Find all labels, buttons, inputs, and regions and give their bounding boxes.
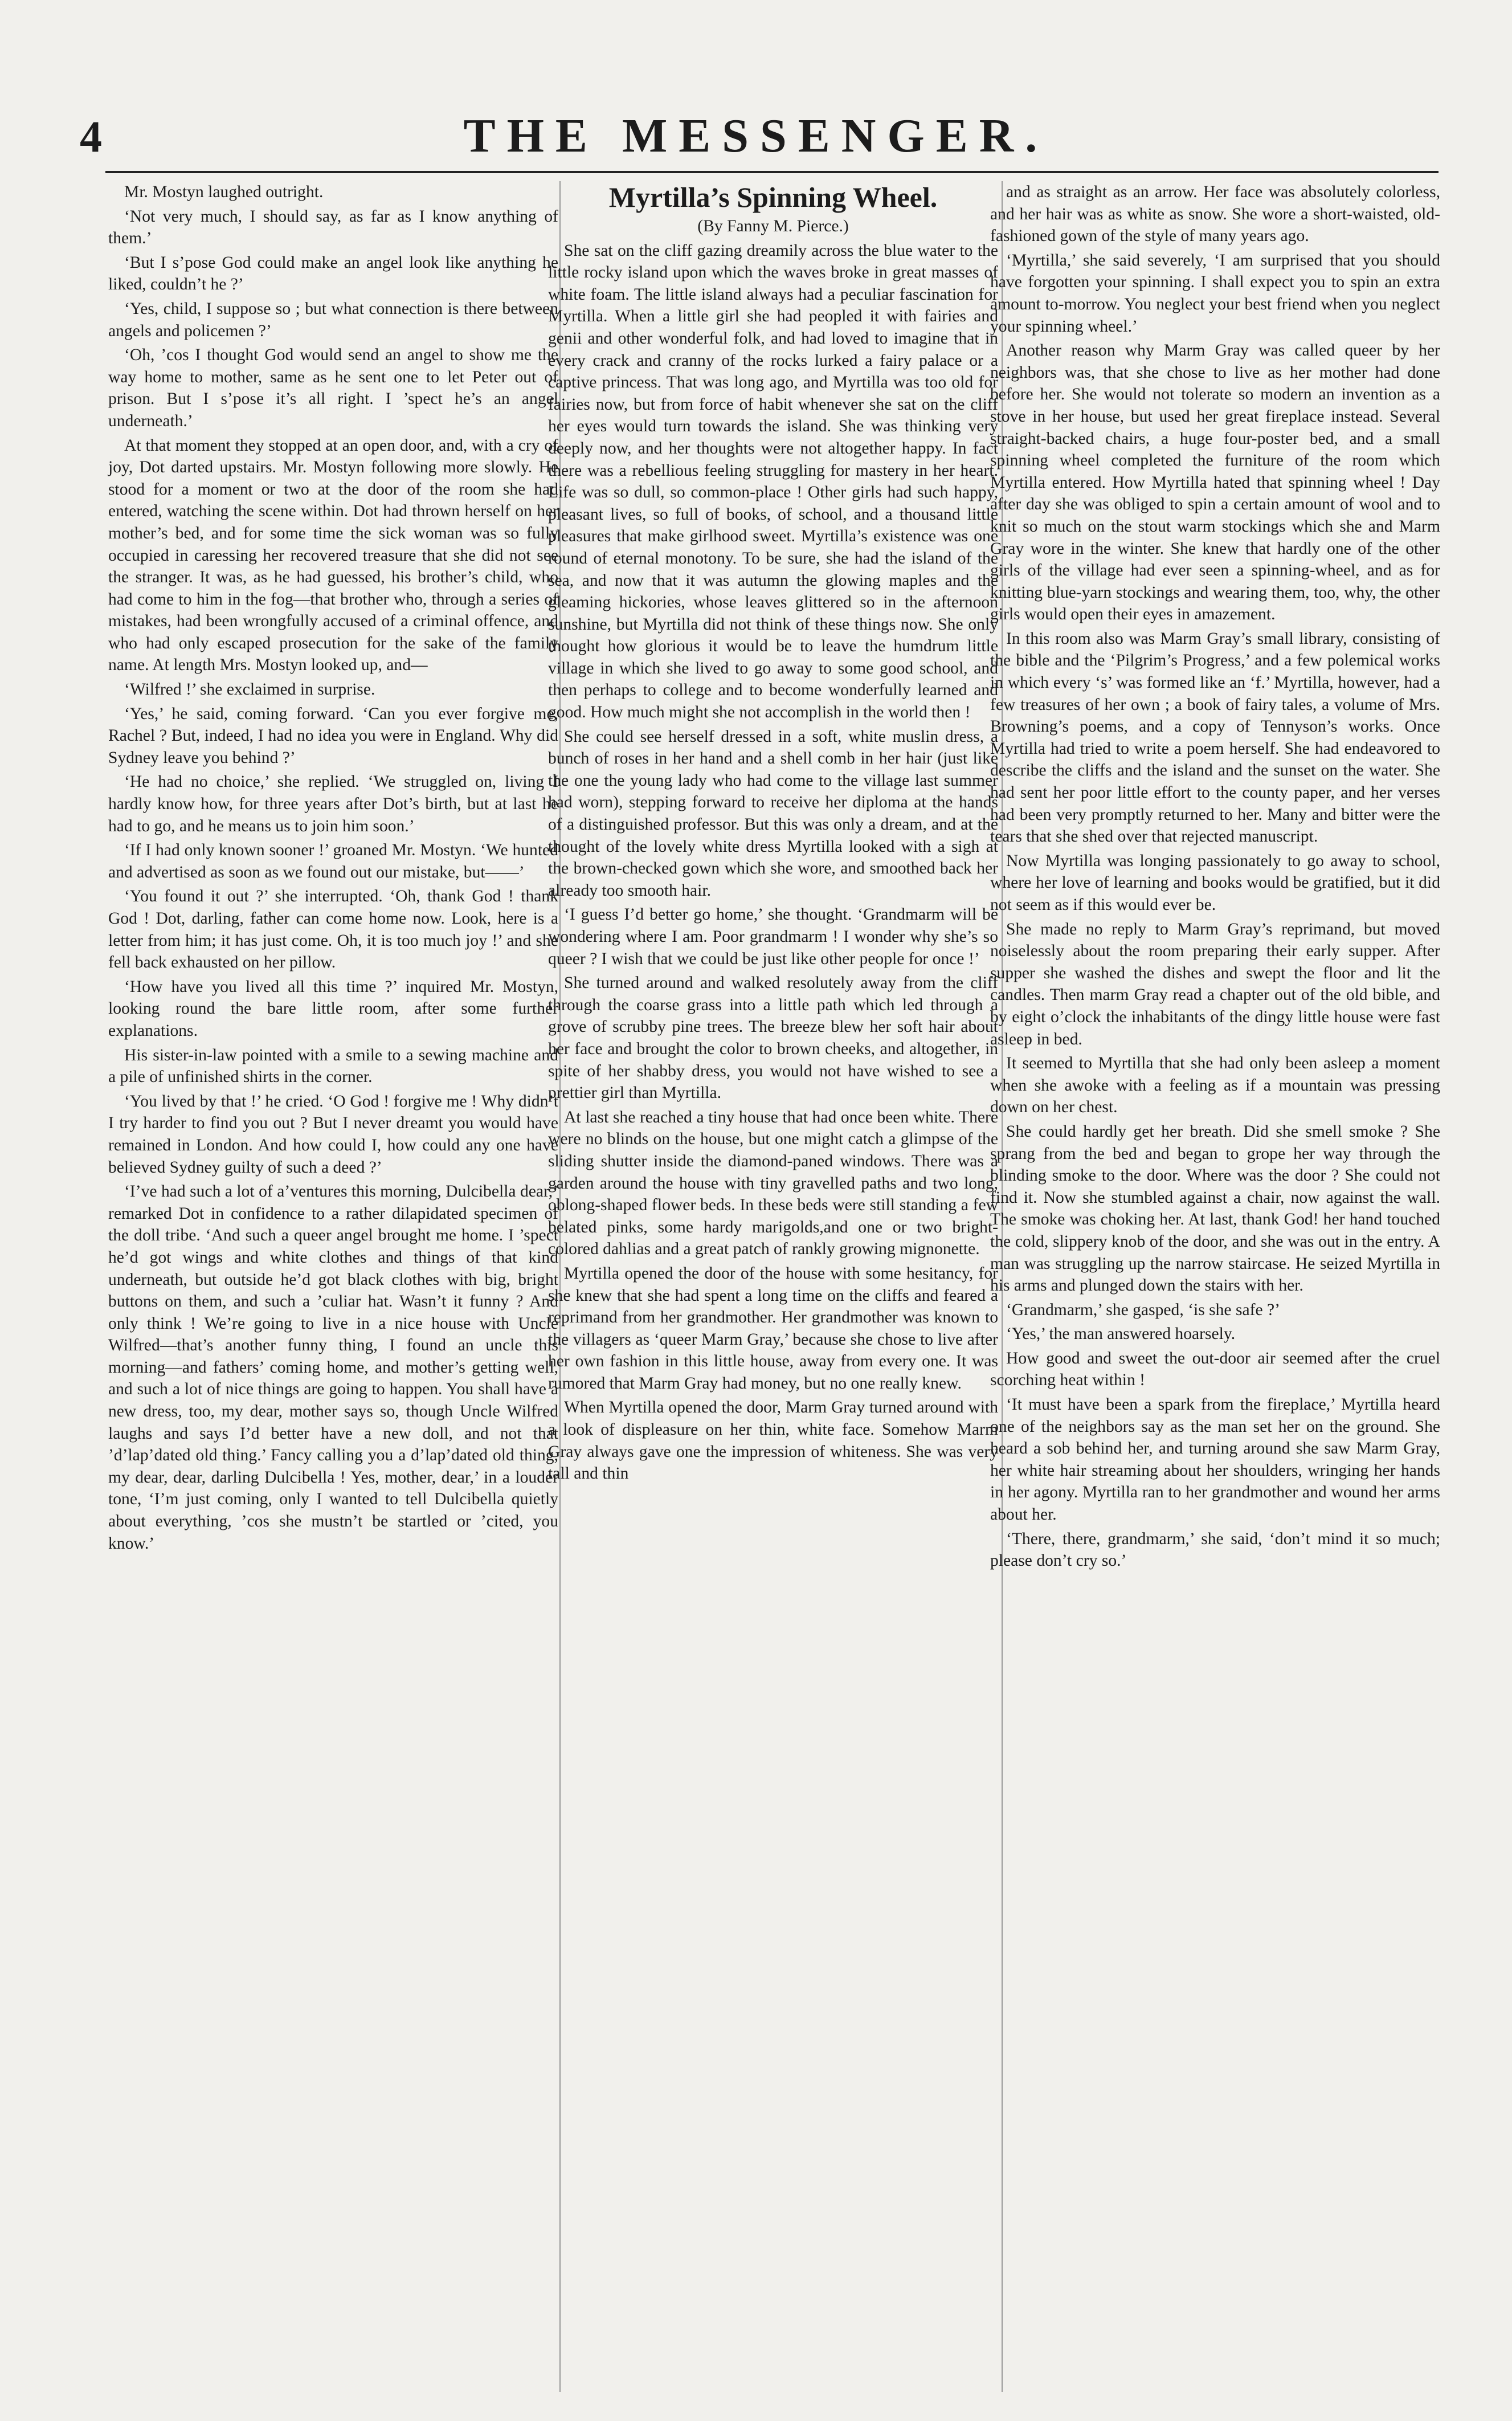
paragraph: When Myrtilla opened the door, Marm Gray turned around with a look of displeasure on her thin, white face. Somehow Marm Gray always gave one the impression of whiteness. She was very tall and thin (548, 1398, 998, 1483)
paragraph: ‘He had no choice,’ she replied. ‘We struggled on, living I hardly know how, for three years after Dot’s birth, but at last he had to go, and he means us to join him soon.’ (108, 773, 558, 835)
paragraph: ‘I’ve had such a lot of a’ventures this morning, Dulcibella dear,’ remarked Dot in confidence to a rather dilapidated specimen of the doll tribe. ‘And such a queer angel brought me home. I ’spect he’d got wings and white clothes and things of that kind underneath, but outside he’d got black clothes with big, bright buttons on them, and such a ’culiar hat. Wasn’t it funny ? And only think ! We’re going to live in a nice house with Uncle Wilfred—that’s another funny thing, I found an uncle this morning—and fathers’ coming home, and mother’s getting well, and such a lot of nice things are going to happen. You shall have a new dress, too, my dear, mother says so, though Uncle Wilfred laughs and says I’d better have a new doll, and not that ’d’lap’dated old thing.’ Fancy calling you a d’lap’dated old thing, my dear, dear, darling Dulcibella ! Yes, mother, dear,’ in a louder tone, ‘I’m just coming, only I wanted to tell Dulcibella quietly about everything, ’cos she mustn’t be startled or ’cited, you know.’ (108, 1182, 558, 1553)
masthead-rule (105, 171, 1439, 173)
column-3 (990, 181, 1440, 1574)
paragraph: ‘If I had only known sooner !’ groaned Mr. Mostyn. ‘We hunted and advertised as soon as we found out our mistake, but——’ (108, 841, 558, 881)
paragraph: She made no reply to Marm Gray’s reprimand, but moved noiselessly about the room preparing their early supper. After supper she washed the dishes and swept the floor and lit the candles. Then marm Gray read a chapter out of the old bible, and by eight o’clock the inhabitants of the dingy little house were fast asleep in bed. (990, 920, 1440, 1048)
page-number: 4 (80, 112, 102, 161)
paragraph: ‘You found it out ?’ she interrupted. ‘Oh, thank God ! thank God ! Dot, darling, father can come home now. Look, here is a letter from him; it has just come. Oh, it is too much joy !’ and she fell back exhausted on her pillow. (108, 887, 558, 972)
paragraph: Myrtilla opened the door of the house with some hesitancy, for she knew that she had spent a long time on the cliffs and feared a reprimand from her grandmother. Her grandmother was known to the villagers as ‘queer Marm Gray,’ because she chose to live after her own fashion in this little house, away from every one. It was rumored that Marm Gray had money, but no one really knew. (548, 1264, 998, 1393)
paragraph: ‘Not very much, I should say, as far as I know anything of them.’ (108, 207, 558, 248)
paragraph: ‘Wilfred !’ she exclaimed in surprise. (124, 680, 375, 699)
column-2 (548, 181, 998, 1487)
column-1 (108, 181, 558, 1557)
column-2-body (548, 240, 998, 1485)
paragraph: His sister-in-law pointed with a smile to a sewing machine and a pile of unfinished shirts in the corner. (108, 1046, 558, 1087)
paragraph: She sat on the cliff gazing dreamily across the blue water to the little rocky island upon which the waves broke in great masses of white foam. The little island always had a peculiar fascination for Myrtilla. When a little girl she had peopled it with fairies and genii and other wonderful folk, and had loved to imagine that in every crack and cranny of the rocks lurked a fairy palace or a captive princess. That was long ago, and Myrtilla was too old for fairies now, but from force of habit whenever she sat on the cliff her eyes would turn towards the island. She was thinking very deeply now, and her thoughts were not altogether happy. In fact there was a rebellious feeling struggling for mastery in her heart. Life was so dull, so common-place ! Other girls had such happy, pleasant lives, so full of books, of school, and a thousand little pleasures that make girlhood sweet. Myrtilla’s existence was one round of eternal monotony. To be sure, she had the island of the sea, and now that it was autumn the glowing maples and the gleaming hickories, whose leaves glittered so in the afternoon sunshine, but Myrtilla did not think of these things now. She only thought how glorious it would be to leave the humdrum little village in which she lived to go away to some good school, and then perhaps to college and to become wonderfully learned and good. How much might she not accomplish in the world then ! (548, 241, 998, 722)
paragraph: ‘Yes,’ he said, coming forward. ‘Can you ever forgive me, Rachel ? But, indeed, I had no idea you were in England. Why did Sydney leave you behind ?’ (108, 704, 558, 767)
paragraph: ‘I guess I’d better go home,’ she thought. ‘Grandmarm will be wondering where I am. Poor grandmarm ! I wonder why she’s so queer ? I wish that we could be just like other people for once !’ (548, 905, 998, 968)
paragraph: How good and sweet the out-door air seemed after the cruel scorching heat within ! (990, 1349, 1440, 1390)
paragraph: At that moment they stopped at an open door, and, with a cry of joy, Dot darted upstairs. Mr. Mostyn following more slowly. He stood for a moment or two at the door of the room she had entered, watching the scene within. Dot had thrown herself on her mother’s bed, and for some time the sick woman was so fully occupied in caressing her recovered treasure that she did not see the stranger. It was, as he had guessed, his brother’s child, who had come to him in the fog—that brother who, through a series of mistakes, had been wrongfully accused of a criminal offence, and who had only escaped prosecution for the sake of the family name. At length Mrs. Mostyn looked up, and— (108, 436, 558, 675)
paragraph: At last she reached a tiny house that had once been white. There were no blinds on the house, but one might catch a glimpse of the sliding shutter inside the diamond-paned windows. There was a garden around the house with tiny gravelled paths and two long, oblong-shaped flower beds. In these beds were still standing a few belated pinks, some hardy marigolds,and one or two bright-colored dahlias and a great patch of rankly growing mignonette. (548, 1108, 998, 1259)
article-byline: (By Fanny M. Pierce.) (697, 217, 849, 235)
paragraph: and as straight as an arrow. Her face was absolutely colorless, and her hair was as white as snow. She wore a short-waisted, old-fashioned gown of the style of many years ago. (990, 183, 1440, 246)
paragraph: She could hardly get her breath. Did she smell smoke ? She sprang from the bed and began to grope her way through the blinding smoke to the door. Where was the door ? She could not find it. Now she stumbled against a chair, now against the wall. The smoke was choking her. At last, thank God! her hand touched the cold, slippery knob of the door, and she was out in the entry. A man was struggling up the narrow staircase. He seized Myrtilla in his arms and plunged down the stairs with her. (990, 1122, 1440, 1295)
paragraph: ‘Yes, child, I suppose so ; but what connection is there between angels and policemen ?’ (108, 299, 558, 340)
paragraph: Another reason why Marm Gray was called queer by her neighbors was, that she chose to live as her mother had done before her. She would not tolerate so modern an invention as a stove in her house, but used her great fireplace instead. Several straight-backed chairs, a huge four-poster bed, and a small spinning wheel completed the furniture of the room which Myrtilla entered. How Myrtilla hated that spinning wheel ! Day after day she was obliged to spin a certain amount of wool and to knit so much on the stout warm stockings which she and Marm Gray wore in the winter. She knew that hardly one of the other girls of the village had ever seen a spinning-wheel, and as for knitting blue-yarn stockings and wearing them, too, why, the other girls would open their eyes in amazement. (990, 341, 1440, 624)
paragraph: It seemed to Myrtilla that she had only been asleep a moment when she awoke with a feeling as if a mountain was pressing down on her chest. (990, 1054, 1440, 1117)
paragraph: ‘But I s’pose God could make an angel look like anything he liked, couldn’t he ?’ (108, 253, 558, 294)
paragraph: ‘It must have been a spark from the fireplace,’ Myrtilla heard one of the neighbors say as the man set her on the ground. She heard a sob behind her, and turning around she saw Marm Gray, her white hair streaming about her shoulders, wringing her hands in her agony. Myrtilla ran to her grandmother and wound her arms about her. (990, 1395, 1440, 1524)
paragraph: ‘Myrtilla,’ she said severely, ‘I am surprised that you should have forgotten your spinning. I shall expect you to spin an extra amount to-morrow. You neglect your best friend when you neglect your spinning wheel.’ (990, 251, 1440, 336)
paragraph: ‘Grandmarm,’ she gasped, ‘is she safe ?’ (1006, 1300, 1280, 1319)
paragraph: ‘You lived by that !’ he cried. ‘O God ! forgive me ! Why didn’t I try harder to find you out ? But I never dreamt you would have remained in London. And how could I, how could any one have believed Sydney guilty of such a deed ?’ (108, 1092, 558, 1177)
paragraph: She could see herself dressed in a soft, white muslin dress, a bunch of roses in her hand and a shell comb in her hair (just like the one the young lady who had come to the village last summer had worn), stepping forward to receive her diploma at the hands of a distinguished professor. But this was only a dream, and at the thought of the lovely white dress Myrtilla looked with a sigh at the brown-checked gown which she wore, and smoothed back her already too smooth hair. (548, 727, 998, 900)
paragraph: ‘How have you lived all this time ?’ inquired Mr. Mostyn, looking round the bare little room, after some further explanations. (108, 977, 558, 1040)
article-title: Myrtilla’s Spinning Wheel. (608, 181, 938, 213)
paragraph: Mr. Mostyn laughed outright. (124, 183, 324, 201)
paragraph: ‘Yes,’ the man answered hoarsely. (1006, 1325, 1236, 1344)
paragraph: Now Myrtilla was longing passionately to go away to school, where her love of learning and books would be gratified, but it did not seem as if this would ever be. (990, 851, 1440, 914)
paragraph: In this room also was Marm Gray’s small library, consisting of the bible and the ‘Pilgrim’s Progress,’ and a few polemical works in which every ‘s’ was formed like an ‘f.’ Myrtilla, however, had a few treasures of her own ; a book of fairy tales, a volume of Mrs. Browning’s poems, and a copy of Tennyson’s works. Once Myrtilla had tried to write a poem herself. She had endeavored to describe the cliffs and the island and the sunset on the water. She had sent her poor little effort to the county paper, and her verses had been very promptly returned to her. Many and bitter were the tears that she shed over that rejected manuscript. (990, 629, 1440, 846)
paragraph: ‘Oh, ’cos I thought God would send an angel to show me the way home to mother, same as he sent one to let Peter out of prison. But I s’pose it’s all right. I ’spect he’s an angel underneath.’ (108, 346, 558, 430)
paragraph: She turned around and walked resolutely away from the cliff through the coarse grass into a little path which led through a grove of scrubby pine trees. The breeze blew her soft hair about her face and brought the color to brown cheeks, and altogether, in spite of her shabby dress, you would not have wished to see a prettier girl than Myrtilla. (548, 974, 998, 1103)
paragraph: ‘There, there, grandmarm,’ she said, ‘don’t mind it so much; please don’t cry so.’ (990, 1529, 1440, 1570)
masthead: THE MESSENGER. (463, 109, 1049, 162)
